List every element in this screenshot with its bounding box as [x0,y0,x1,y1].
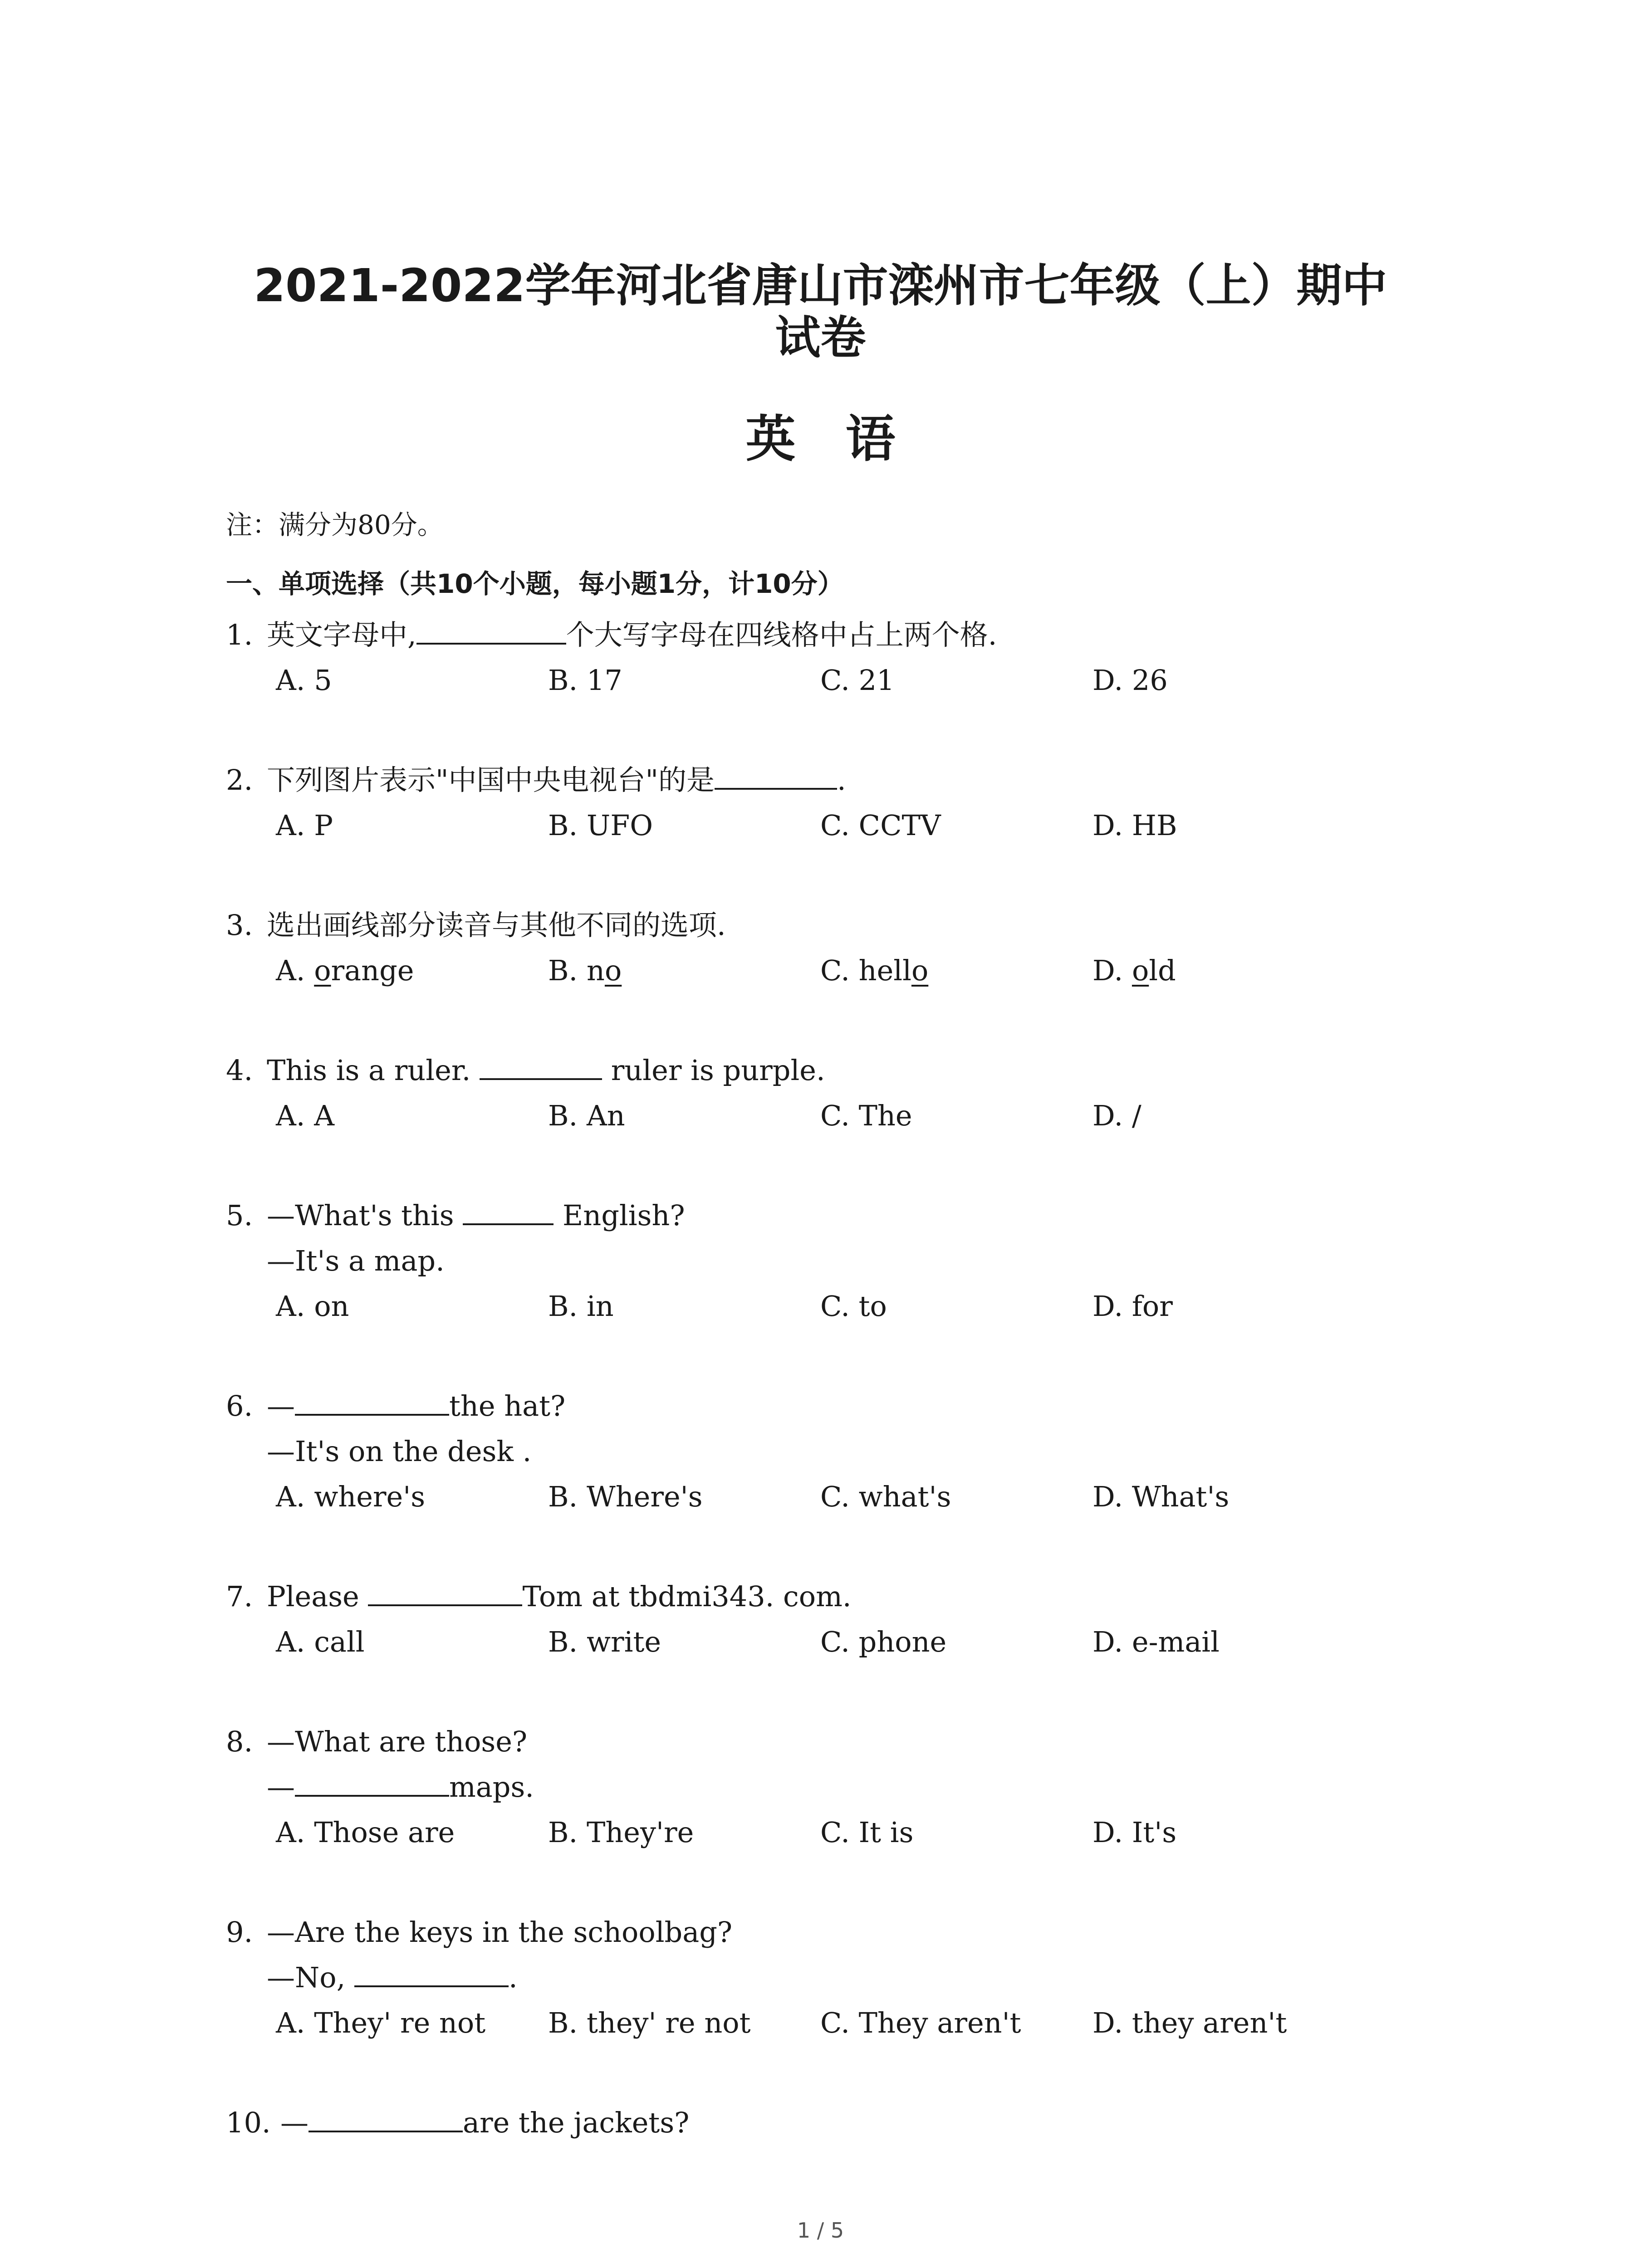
option-a[interactable]: A. P [276,809,333,842]
option-a[interactable]: A. They' re not [276,2006,486,2039]
option-d[interactable]: D. 26 [1092,664,1168,697]
option-d[interactable]: D. It's [1092,1816,1177,1849]
question-number: 4. [226,1054,253,1087]
question-2 [226,758,1177,848]
option-d[interactable]: D. HB [1092,809,1177,842]
stem-text: This is a ruler. [267,1054,471,1087]
options-row [226,1810,1177,1855]
option-b[interactable]: B. they' re not [548,2006,751,2039]
question-1 [226,612,1168,703]
question-6 [226,1383,1230,1520]
option-c[interactable]: C. They aren't [820,2006,1021,2039]
question-number: 10. [226,2106,271,2139]
stem-text: 选出画线部分读音与其他不同的选项. [267,909,726,942]
options-row [226,658,1168,703]
options-row [226,948,1176,993]
question-number: 6. [226,1389,253,1422]
answer-blank [463,1200,554,1225]
question-5 [226,1193,1173,1329]
subject-title: 英语 [745,410,945,468]
question-number: 9. [226,1916,253,1949]
option-d[interactable]: D. e-mail [1092,1625,1220,1658]
option-d[interactable]: D. for [1092,1290,1173,1323]
exam-title-line2: 试卷 [775,311,866,364]
option-d[interactable]: D. What's [1092,1480,1230,1513]
option-c[interactable]: C. The [820,1099,912,1132]
option-c[interactable]: C. CCTV [820,809,941,842]
option-c[interactable]: C. to [820,1290,887,1323]
stem-text: maps. [449,1770,534,1804]
options-row [226,1474,1230,1520]
dialogue-line: —It's a map. [267,1244,445,1277]
page-number: 1 / 5 [797,2218,844,2243]
stem-text: Tom at tbdmi343. com. [522,1580,852,1613]
stem-text: 英文字母中, [267,618,416,651]
option-b[interactable]: B. in [548,1290,614,1323]
options-row [226,1619,1220,1665]
answer-blank [309,2107,463,2132]
option-a[interactable]: A. 5 [276,664,332,697]
options-row [226,803,1177,848]
option-text: n [587,954,605,987]
question-10 [226,2100,689,2146]
options-row [226,2000,1287,2046]
stem-text: the hat? [449,1389,566,1422]
question-stem [226,1383,565,1429]
dialogue-line [226,1765,534,1810]
answer-blank [480,1055,602,1080]
option-text: range [331,954,414,987]
option-text: ld [1149,954,1176,987]
stem-text: — [267,1770,295,1804]
stem-text: are the jackets? [463,2106,690,2139]
option-a[interactable] [276,948,414,993]
option-a[interactable]: A. on [276,1290,349,1323]
question-number: 3. [226,909,253,942]
question-number: 8. [226,1725,253,1758]
question-stem [226,1574,852,1619]
stem-text: 下列图片表示"中国中央电视台"的是 [267,763,715,797]
option-c[interactable]: C. what's [820,1480,951,1513]
dialogue-line [226,1955,732,2000]
option-b[interactable]: B. UFO [548,809,653,842]
question-4 [226,1048,1141,1139]
question-stem [226,1910,732,1955]
option-d[interactable] [1092,948,1176,993]
stem-text: —Are the keys in the schoolbag? [267,1916,733,1949]
stem-text: . [509,1961,518,1994]
option-c[interactable]: C. It is [820,1816,914,1849]
option-a[interactable]: A. call [276,1625,365,1658]
stem-text: ruler is purple. [611,1054,825,1087]
question-stem [226,1193,685,1238]
dialogue-line: —It's on the desk . [267,1435,532,1468]
option-label: B. [548,954,578,987]
question-8 [226,1719,1177,1855]
underlined-letter: o [604,954,622,987]
question-stem [226,2100,689,2146]
stem-text: —What's this [267,1199,454,1232]
stem-text: — [280,2106,309,2139]
option-a[interactable]: A. Those are [276,1816,455,1849]
option-b[interactable]: B. 17 [548,664,622,697]
answer-blank [416,619,566,645]
stem-text: —No, [267,1961,346,1994]
options-row [226,1093,1141,1139]
question-3 [226,903,1176,993]
option-c[interactable]: C. 21 [820,664,895,697]
option-label: D. [1092,954,1123,987]
question-stem [226,758,846,803]
question-number: 7. [226,1580,253,1613]
stem-text: — [267,1389,295,1422]
answer-blank [715,764,837,790]
option-b[interactable]: B. They're [548,1816,694,1849]
option-d[interactable]: D. / [1092,1099,1141,1132]
stem-text: English? [563,1199,685,1232]
question-9 [226,1910,1287,2046]
question-number: 1. [226,618,253,651]
answer-blank [354,1962,509,1987]
stem-text: Please [267,1580,359,1613]
question-stem [226,612,997,658]
option-b[interactable] [548,948,622,993]
option-text: hell [858,954,911,987]
option-b[interactable]: B. write [548,1625,661,1658]
question-number: 2. [226,763,253,797]
exam-title-line1: 2021-2022学年河北省唐山市滦州市七年级（上）期中 [254,259,1387,312]
option-c[interactable]: C. phone [820,1625,947,1658]
option-b[interactable]: B. An [548,1099,625,1132]
underlined-letter: o [1132,954,1149,987]
underlined-letter: o [314,954,331,987]
stem-text: 个大写字母在四线格中占上两个格. [566,618,997,651]
answer-blank [295,1771,449,1797]
stem-text: . [837,763,846,797]
question-stem [226,903,726,948]
option-label: A. [276,954,305,987]
option-b[interactable]: B. Where's [548,1480,703,1513]
score-note: 注：满分为80分。 [226,509,444,540]
option-d[interactable]: D. they aren't [1092,2006,1287,2039]
question-stem [226,1719,534,1765]
question-stem [226,1048,825,1093]
underlined-letter: o [911,954,929,987]
answer-blank [295,1390,449,1416]
question-7 [226,1574,1220,1665]
section-heading: 一、单项选择（共10个小题，每小题1分，计10分） [226,568,844,599]
options-row [226,1284,1173,1329]
answer-blank [368,1581,522,1606]
option-label: C. [820,954,850,987]
option-a[interactable]: A. A [276,1099,334,1132]
question-number: 5. [226,1199,253,1232]
option-c[interactable] [820,948,928,993]
option-a[interactable]: A. where's [276,1480,426,1513]
stem-text: —What are those? [267,1725,528,1758]
